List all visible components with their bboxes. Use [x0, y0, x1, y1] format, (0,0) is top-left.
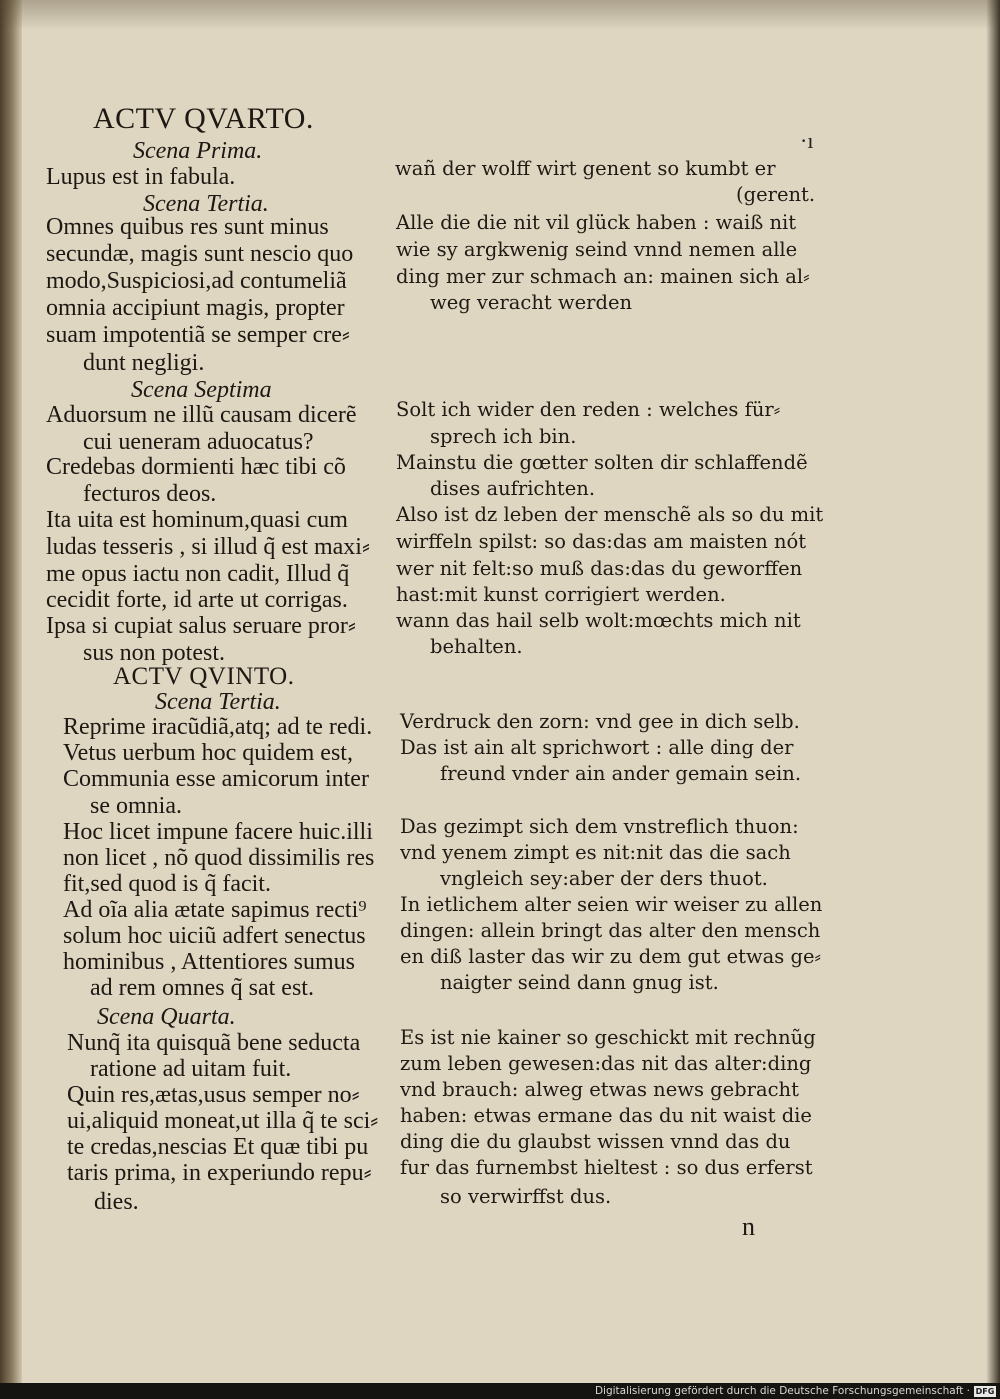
german-text-line: fur das furnembst hieltest : so dus erferst: [400, 1156, 813, 1179]
book-spine: [0, 0, 22, 1383]
german-text-line: Mainstu die gœtter solten dir schlaffendẽ: [396, 451, 808, 474]
dfg-logo: DFG: [975, 1387, 995, 1396]
latin-text-line: Ipsa si cupiat salus seruare pror⸗: [46, 613, 356, 639]
german-text-line: ding mer zur schmach an: mainen sich al⸗: [396, 265, 810, 288]
german-text-line: In ietlichem alter seien wir weiser zu allen: [400, 893, 823, 916]
german-text-line: en diß laster das wir zu dem gut etwas ge⸗: [400, 945, 822, 968]
latin-text-line: secundæ, magis sunt nescio quo: [46, 241, 354, 267]
german-text-line: sprech ich bin.: [430, 425, 577, 448]
german-text-line: wann das hail selb wolt:mœchts mich nit: [396, 609, 801, 632]
german-text-line: Es ist nie kainer so geschickt mit rechnũg: [400, 1026, 816, 1049]
latin-text-line: ad rem omnes q̃ sat est.: [90, 975, 314, 1001]
german-text-line: Also ist dz leben der menschẽ als so du mit: [396, 503, 824, 526]
latin-text-line: modo,Suspiciosi,ad contumeliã: [46, 268, 347, 294]
german-text-line: ding die du glaubst wissen vnnd das du: [400, 1130, 791, 1153]
german-text-line: naigter seind dann gnug ist.: [440, 971, 719, 994]
scene-heading: Scena Septima: [131, 377, 272, 403]
german-text-line: weg veracht werden: [430, 291, 633, 314]
german-text-line: Alle die die nit vil glück haben : waiß nit: [396, 211, 797, 234]
german-text-line: vnd yenem zimpt es nit:nit das die sach: [400, 841, 791, 864]
german-text-line: wañ der wolff wirt genent so kumbt er: [395, 157, 776, 180]
german-text-line: haben: etwas ermane das du nit waist die: [400, 1104, 812, 1127]
german-text-line: zum leben gewesen:das nit das alter:ding: [400, 1052, 812, 1075]
german-text-line: Das gezimpt sich dem vnstreflich thuon:: [400, 815, 799, 838]
german-text-line: vngleich sey:aber der ders thuot.: [440, 867, 768, 890]
latin-text-line: ui,aliquid moneat,ut illa q̃ te sci⸗: [67, 1108, 379, 1134]
signature-mark: n: [742, 1212, 755, 1241]
latin-text-line: dunt negligi.: [83, 350, 205, 376]
german-text-line: so verwirffst dus.: [440, 1185, 612, 1208]
german-text-line: wer nit felt:so muß das:das du geworffen: [396, 557, 803, 580]
latin-text-line: me opus iactu non cadit, Illud q̃: [46, 561, 350, 587]
act-heading: ACTV QVARTO.: [93, 102, 314, 135]
latin-text-line: cecidit forte, id arte ut corrigas.: [46, 587, 348, 613]
latin-text-line: Aduorsum ne illũ causam dicerẽ: [46, 402, 357, 428]
latin-text-line: Ita uita est hominum,quasi cum: [46, 507, 348, 533]
digitization-footer: [0, 1383, 1000, 1399]
latin-text-line: Communia esse amicorum inter: [63, 766, 369, 792]
latin-text-line: sus non potest.: [83, 640, 226, 666]
scene-heading: Scena Tertia.: [155, 689, 281, 715]
latin-text-line: Omnes quibus res sunt minus: [46, 214, 329, 240]
latin-text-line: Ad oĩa alia ætate sapimus recti⁹: [63, 897, 367, 923]
latin-text-line: cui ueneram aduocatus?: [83, 429, 314, 455]
act-heading: ACTV QVINTO.: [113, 663, 295, 690]
scene-heading: Scena Quarta.: [97, 1004, 236, 1030]
latin-text-line: ratione ad uitam fuit.: [90, 1056, 292, 1082]
latin-text-line: Hoc licet impune facere huic.illi: [63, 819, 373, 845]
page-right-edge: [986, 0, 1000, 1383]
latin-text-line: taris prima, in experiundo repu⸗: [67, 1160, 372, 1186]
german-text-line: hast:mit kunst corrigiert werden.: [396, 583, 726, 606]
german-text-line: Solt ich wider den reden : welches für⸗: [396, 398, 781, 421]
scene-heading: Scena Tertia.: [143, 191, 269, 217]
latin-text-line: Lupus est in fabula.: [46, 164, 236, 190]
latin-text-line: dies.: [94, 1189, 139, 1215]
latin-text-line: Reprime iracũdiã,atq; ad te redi.: [63, 714, 373, 740]
latin-text-line: fecturos deos.: [83, 481, 217, 507]
scene-heading: Scena Prima.: [133, 138, 263, 164]
latin-text-line: fit,sed quod is q̃ facit.: [63, 871, 271, 897]
latin-text-line: omnia accipiunt magis, propter: [46, 295, 345, 321]
latin-text-line: ludas tesseris , si illud q̃ est maxi⸗: [46, 534, 370, 560]
footer-credit: Digitalisierung gefördert durch die Deutsche Forschungsgemeinschaft ·: [594, 1385, 970, 1397]
latin-text-line: te credas,nescias Et quæ tibi pu: [67, 1134, 369, 1160]
latin-text-line: non licet , nõ quod dissimilis res: [63, 845, 375, 871]
latin-text-line: Quin res,ætas,usus semper no⸗: [67, 1082, 360, 1108]
german-text-line: dises aufrichten.: [430, 477, 596, 500]
latin-text-line: Nunq̃ ita quisquã bene seducta: [67, 1030, 361, 1056]
german-text-line: Das ist ain alt sprichwort : alle ding der: [400, 736, 794, 759]
latin-text-line: solum hoc uiciũ adfert senectus: [63, 923, 366, 949]
german-text-line: wie sy argkwenig seind vnnd nemen alle: [396, 238, 798, 261]
corner-mark: ·ı: [800, 128, 814, 153]
german-text-line: (gerent.: [736, 183, 816, 206]
german-text-line: vnd brauch: alweg etwas news gebracht: [400, 1078, 799, 1101]
german-text-line: dingen: allein bringt das alter den mensch: [400, 919, 821, 942]
latin-text-line: se omnia.: [90, 793, 182, 819]
latin-text-line: Credebas dormienti hæc tibi cõ: [46, 454, 346, 480]
german-text-line: freund vnder ain ander gemain sein.: [440, 762, 802, 785]
german-text-line: Verdruck den zorn: vnd gee in dich selb.: [400, 710, 800, 733]
page-top-shadow: [0, 0, 1000, 30]
german-text-line: wirffeln spilst: so das:das am maisten nót: [396, 530, 807, 553]
latin-text-line: hominibus , Attentiores sumus: [63, 949, 356, 975]
latin-text-line: Vetus uerbum hoc quidem est,: [63, 740, 353, 766]
german-text-line: behalten.: [430, 635, 523, 658]
latin-text-line: suam impotentiã se semper cre⸗: [46, 322, 350, 348]
